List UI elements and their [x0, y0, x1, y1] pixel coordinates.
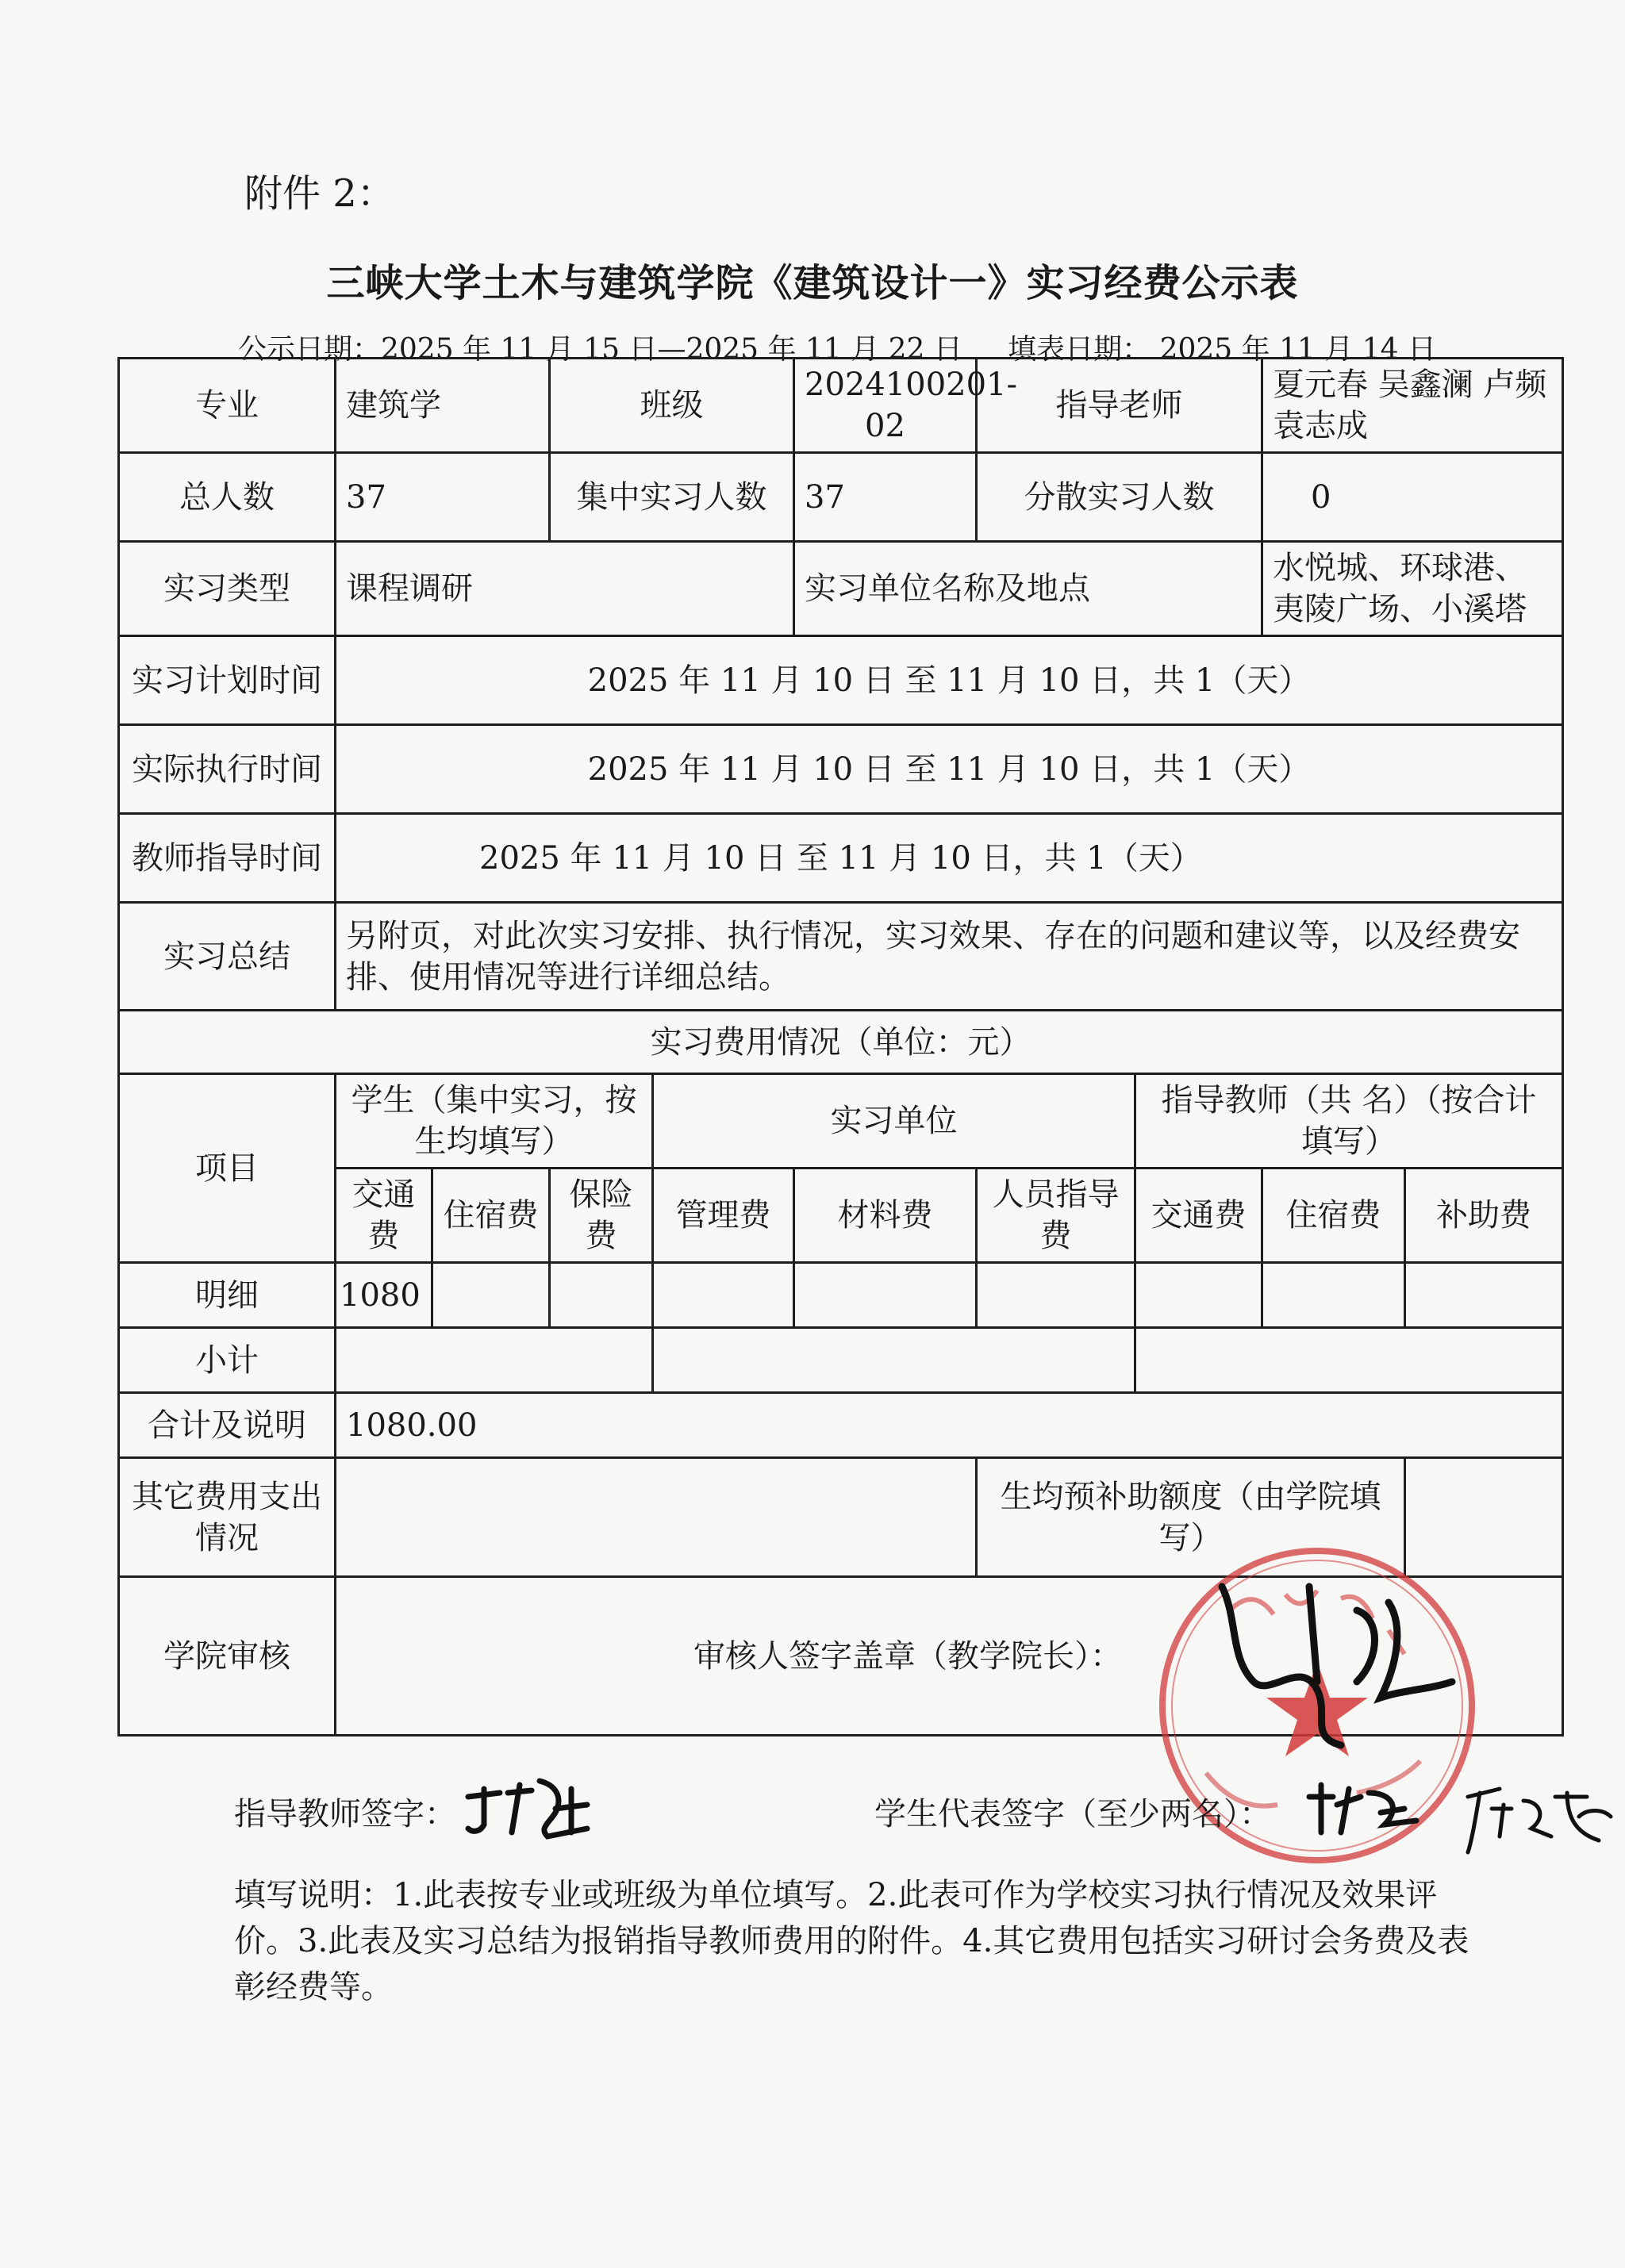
row-guide: [119, 814, 1563, 903]
detail-cell: [1135, 1263, 1262, 1328]
detail-cell: [653, 1263, 794, 1328]
central-value: 37: [794, 453, 977, 542]
actual-value: 2025 年 11 月 10 日 至 11 月 10 日，共 1（天）: [336, 725, 1563, 814]
scattered-value: 0: [1262, 453, 1563, 542]
subtotal-unit: [653, 1328, 1135, 1393]
row-total: [119, 1393, 1563, 1458]
total-value: 37: [336, 453, 550, 542]
subtotal-student: [336, 1328, 653, 1393]
detail-cell: [977, 1263, 1135, 1328]
total-label: 总人数: [119, 453, 336, 542]
central-label: 集中实习人数: [550, 453, 794, 542]
subtotal-label: 小计: [119, 1328, 336, 1393]
dates-line: 公示日期：2025 年 11 月 15 日—2025 年 11 月 22 日 填表日期： 2025 年 11 月 14 日: [238, 333, 1437, 366]
detail-cell: 1080: [336, 1263, 432, 1328]
form-title: 三峡大学土木与建筑学院《建筑设计一》实习经费公示表: [326, 261, 1299, 305]
type-value: 课程调研: [336, 542, 794, 636]
row-expense-title: [119, 1011, 1563, 1074]
filling-instructions: 填写说明：1.此表按专业或班级为单位填写。2.此表可作为学校实习执行情况及效果评价。3.此表及实习总结为报销指导教师费用的附件。4.其它费用包括实习研讨会务费及表彰经费等。: [234, 1877, 1469, 2005]
row-actual: [119, 725, 1563, 814]
detail-label: 明细: [119, 1263, 336, 1328]
item-label: 项目: [119, 1074, 336, 1263]
attachment-label: 附件 2：: [244, 171, 395, 216]
teacher-sign-label: 指导教师签字：: [234, 1796, 456, 1832]
guide-value: 2025 年 11 月 10 日 至 11 月 10 日，共 1（天）: [336, 814, 1563, 903]
class-label: 班级: [550, 359, 794, 453]
guide-label: 教师指导时间: [119, 814, 336, 903]
class-value: 2024100201-02: [794, 359, 977, 453]
col-student-lodging: 住宿费: [432, 1169, 550, 1263]
row-plan: [119, 636, 1563, 725]
row-detail: [119, 1263, 1563, 1328]
row-subtotal: [119, 1328, 1563, 1393]
col-student-insurance: 保险费: [550, 1169, 653, 1263]
plan-value: 2025 年 11 月 10 日 至 11 月 10 日，共 1（天）: [336, 636, 1563, 725]
student-group: 学生（集中实习，按生均填写）: [336, 1074, 653, 1169]
expense-title: 实习费用情况（单位：元）: [119, 1011, 1563, 1074]
row-type: [119, 542, 1563, 636]
col-unit-management: 管理费: [653, 1169, 794, 1263]
plan-label: 实习计划时间: [119, 636, 336, 725]
student-signature-1: [1301, 1773, 1428, 1844]
teacher-label: 指导老师: [977, 359, 1262, 453]
type-label: 实习类型: [119, 542, 336, 636]
unit-group: 实习单位: [653, 1074, 1135, 1169]
detail-cell: [432, 1263, 550, 1328]
subtotal-teacher: [1135, 1328, 1563, 1393]
detail-cell: [550, 1263, 653, 1328]
detail-cell: [794, 1263, 977, 1328]
row-count: [119, 453, 1563, 542]
unit-value: 水悦城、环球港、夷陵广场、小溪塔: [1262, 542, 1563, 636]
row-expense-groups: [119, 1074, 1563, 1169]
col-teacher-transport: 交通费: [1135, 1169, 1262, 1263]
col-student-transport: 交通费: [336, 1169, 432, 1263]
col-teacher-lodging: 住宿费: [1262, 1169, 1405, 1263]
teacher-group: 指导教师（共 名）（按合计填写）: [1135, 1074, 1563, 1169]
col-unit-guidance: 人员指导费: [977, 1169, 1135, 1263]
row-expense-cols: [119, 1169, 1563, 1263]
teacher-names: 夏元春 吴鑫澜 卢频 袁志成: [1262, 359, 1563, 453]
major-label: 专业: [119, 359, 336, 453]
student-signature-2: [1460, 1777, 1619, 1864]
teacher-signature: [460, 1765, 603, 1844]
col-teacher-subsidy: 补助费: [1405, 1169, 1563, 1263]
scattered-label: 分散实习人数: [977, 453, 1262, 542]
detail-cell: [1262, 1263, 1405, 1328]
review-label: 学院审核: [119, 1577, 336, 1736]
other-value: [336, 1458, 977, 1577]
student-sign-label: 学生代表签字（至少两名）：: [874, 1796, 1271, 1832]
subsidy-label: 生均预补助额度（由学院填写）: [977, 1458, 1405, 1577]
row-summary: [119, 903, 1563, 1011]
summary-text: 另附页，对此次实习安排、执行情况，实习效果、存在的问题和建议等，以及经费安排、使用情况等进行详细总结。: [336, 903, 1563, 1011]
col-unit-material: 材料费: [794, 1169, 977, 1263]
review-text: 审核人签字盖章（教学院长）：: [336, 1577, 1563, 1736]
summary-label: 实习总结: [119, 903, 336, 1011]
other-label: 其它费用支出情况: [119, 1458, 336, 1577]
unit-label: 实习单位名称及地点: [794, 542, 1262, 636]
detail-cell: [1405, 1263, 1563, 1328]
total-expense-value: 1080.00: [336, 1393, 1563, 1458]
row-major: [119, 359, 1563, 453]
expense-form-table: [117, 357, 1564, 1736]
actual-label: 实际执行时间: [119, 725, 336, 814]
total-expense-label: 合计及说明: [119, 1393, 336, 1458]
major-value: 建筑学: [336, 359, 550, 453]
